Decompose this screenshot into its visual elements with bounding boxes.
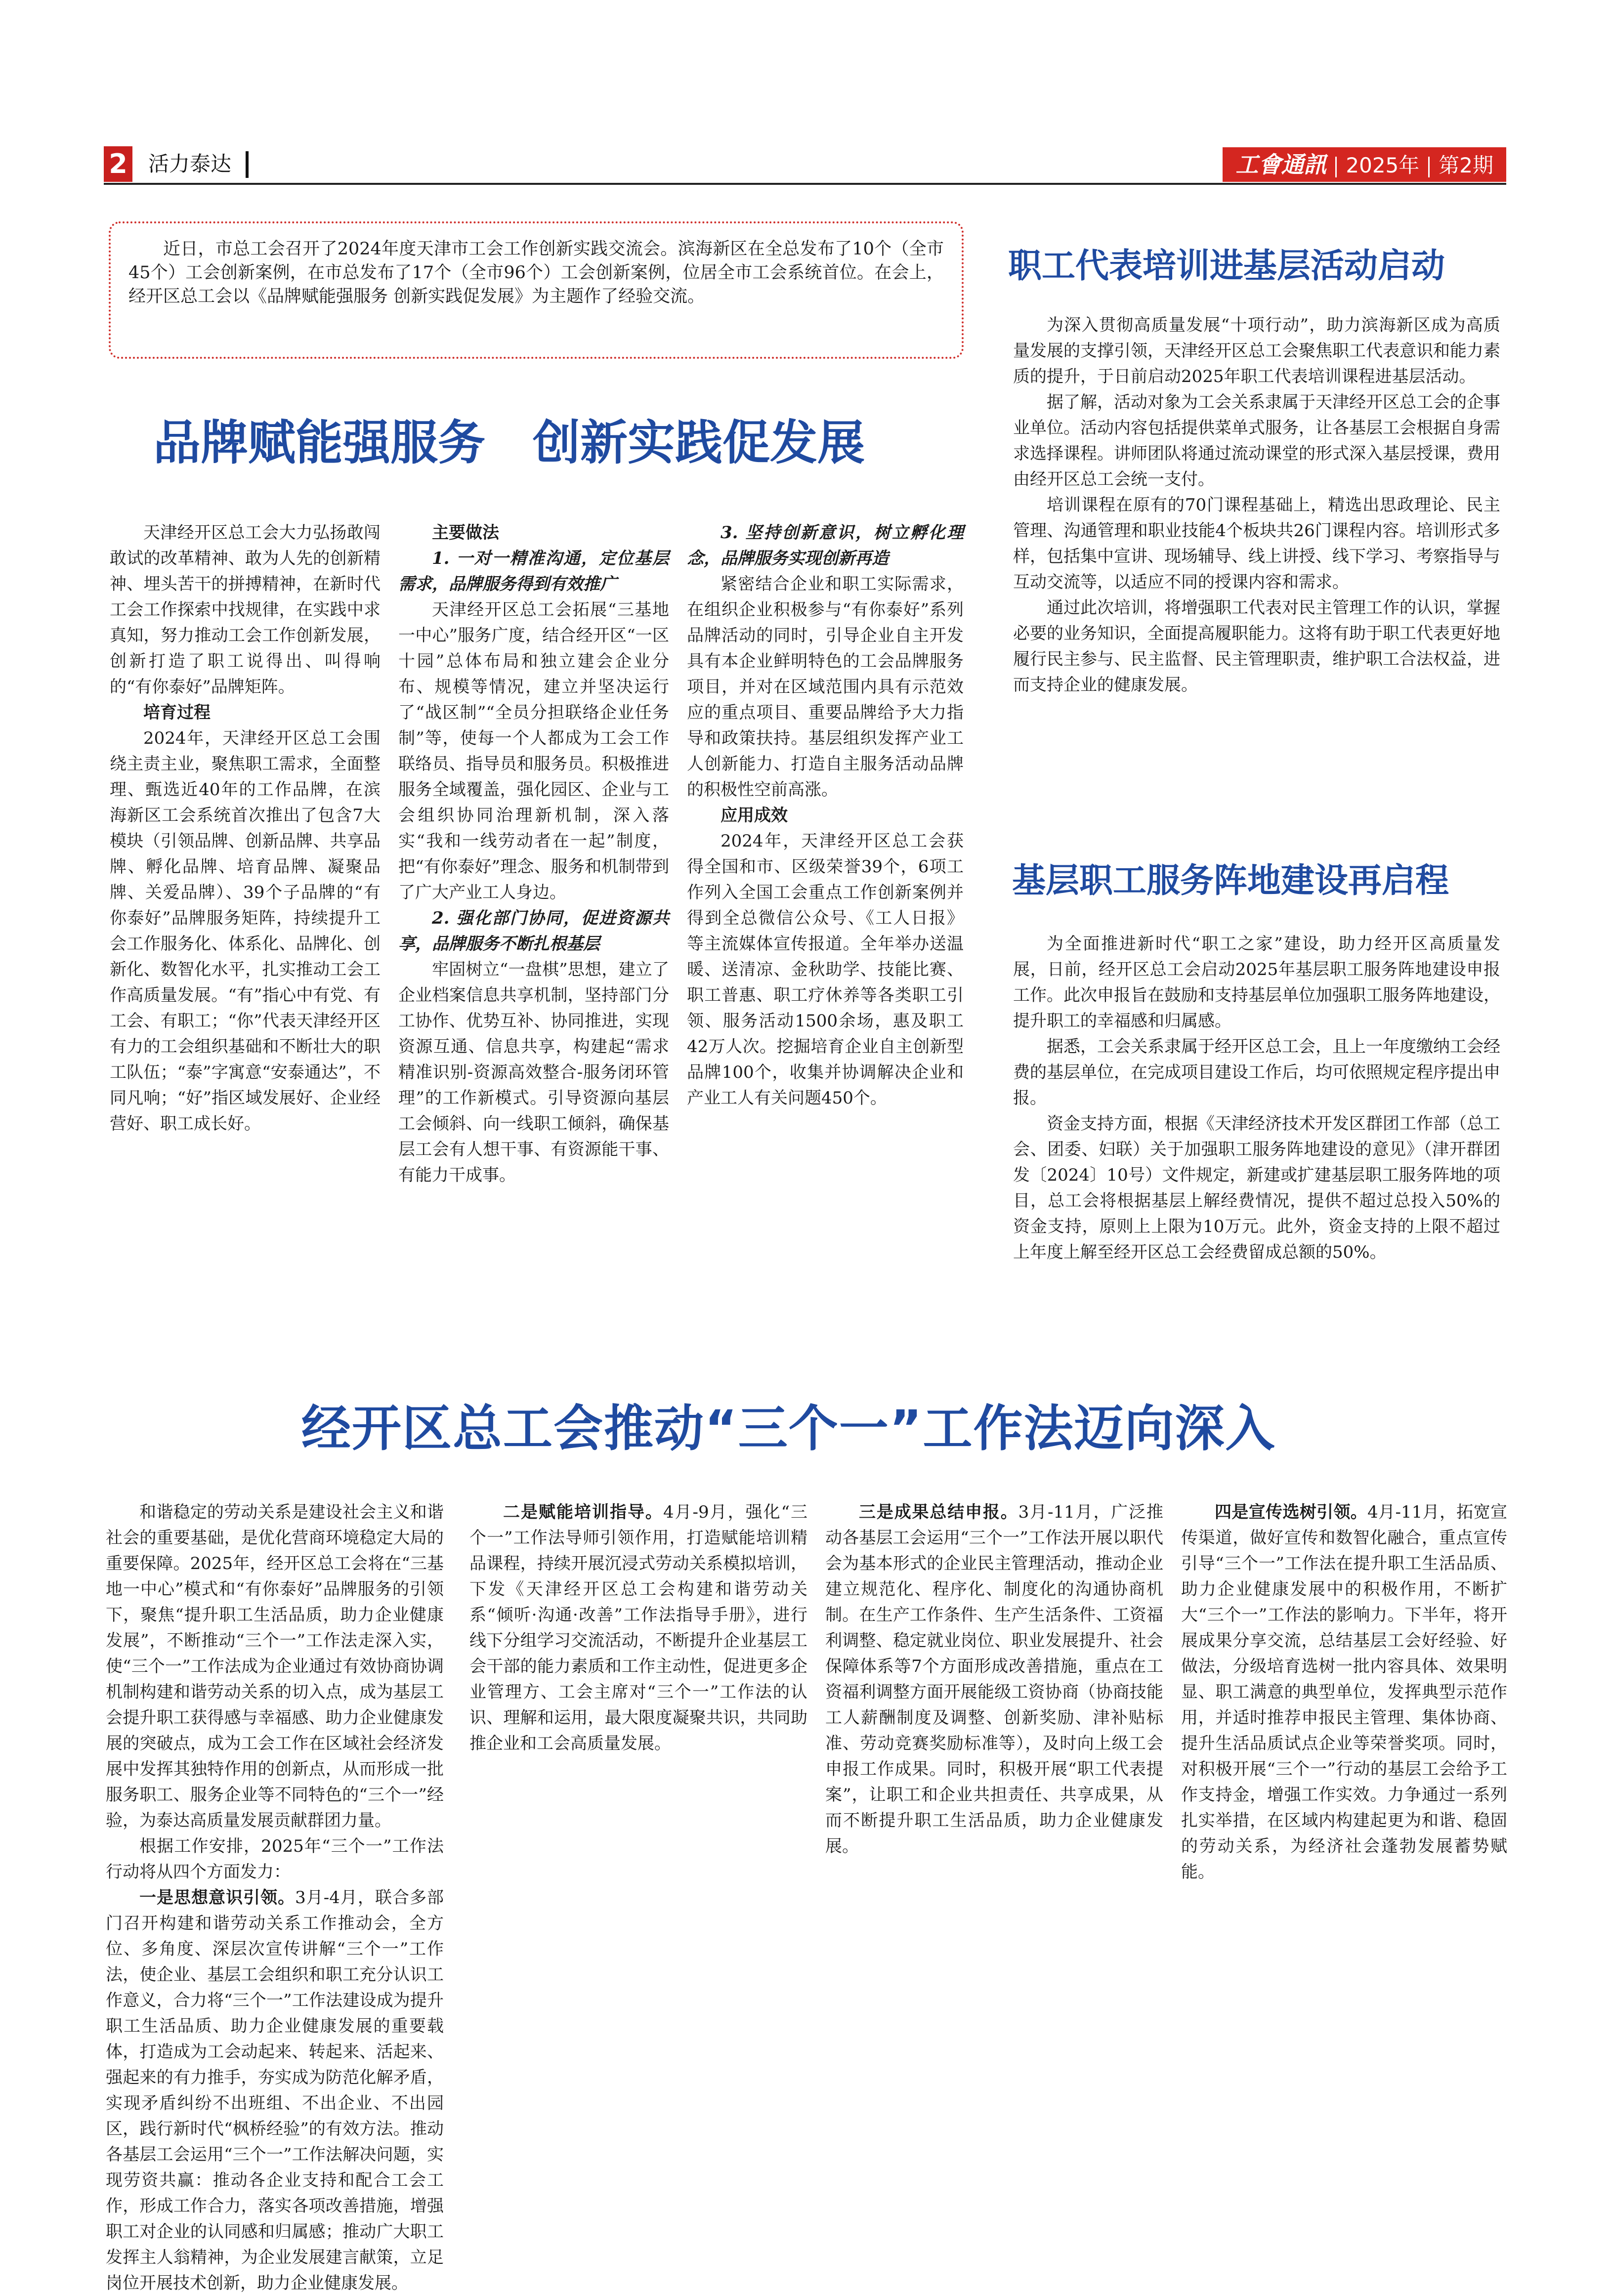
article1-paragraph: 2024年，天津经开区总工会围绕主责主业，聚焦职工需求，全面整理、甄选近40年的工作品牌，在滨海新区工会系统首次推出了包含7大模块（引领品牌、创新品牌、共享品牌、孵化品牌、培育品牌、凝聚品牌、关爱品牌）、39个子品牌的“有你泰好”品牌服务矩阵，持续提升工会工作服务化、体系化、品牌化、创新化、数智化水平，扎实推动工会工作高质量发展。“有”指心中有党、有工会、有职工；“你”代表天津经开区有力的工会组织基础和不断壮大的职工队伍；“泰”字寓意“安泰通达”，不同凡响；“好”指区域发展好、企业经营好、职工成长好。: [110, 728, 381, 1134]
article1-paragraph: 牢固树立“一盘棋”思想，建立了企业档案信息共享机制，坚持部门分工协作、优势互补、协同推进，实现资源互通、信息共享，构建起“需求精准识别-资源高效整合-服务闭环管理”的工作新模式。引导资源向基层工会倾斜、向一线职工倾斜，确保基层工会有人想干事、有资源能干事、有能力干成事。: [398, 960, 669, 1185]
article4-paragraph-lead-4: [1181, 1499, 1507, 1885]
article4-paragraph-lead-2: [469, 1499, 807, 1756]
article4-lead-4-text: 4月-11月，拓宽宣传渠道，做好宣传和数智化融合，重点宣传引导“三个一”工作法在提升职工生活品质、助力企业健康发展中的积极作用，不断扩大“三个一”工作法的影响力。下半年，将开展成果分享交流，总结基层工会好经验、好做法，分级培育选树一批内容具体、效果明显、职工满意的典型单位，发挥典型示范作用，并适时推荐申报民主管理、集体协商、提升生活品质试点企业等荣誉奖项。同时，对积极开展“三个一”行动的基层工会给予工作支持金，增强工作实效。力争通过一系列扎实举措，在区域内构建起更为和谐、稳固的劳动关系，为经济社会蓬勃发展蓄势赋能。: [1181, 1502, 1507, 1882]
article4-lead-2: 二是赋能培训指导。: [503, 1502, 663, 1522]
article4-lead-1-text: 3月-4月，联合多部门召开构建和谐劳动关系工作推动会，全方位、多角度、深层次宣传讲解“三个一”工作法，使企业、基层工会组织和职工充分认识工作意义，合力将“三个一”工作法建设成为提升职工生活品质、助力企业健康发展的重要载体，打造成为工会动起来、转起来、活起来、强起来的有力推手，夯实成为防范化解矛盾，实现矛盾纠纷不出班组、不出企业、不出园区，践行新时代“枫桥经验”的有效方法。推动各基层工会运用“三个一”工作法解决问题，实现劳资共赢：推动各企业支持和配合工会工作，形成工作合力，落实各项改善措施，增强职工对企业的认同感和归属感；推动广大职工发挥主人翁精神，为企业发展建言献策，立足岗位开展技术创新，助力企业健康发展。: [106, 1888, 444, 2293]
header-divider: [246, 151, 249, 178]
article2-paragraph: 为深入贯彻高质量发展“十项行动”，助力滨海新区成为高质量发展的支撑引领，天津经开区总工会聚焦职工代表意识和能力素质的提升，于日前启动2025年职工代表培训课程进基层活动。: [1013, 315, 1500, 386]
article1-point-1: 1. 一对一精准沟通，定位基层需求，品牌服务得到有效推广: [398, 549, 669, 594]
article2-body: [1013, 312, 1500, 698]
article1-column-3: [687, 520, 964, 1111]
article2-paragraph: 培训课程在原有的70门课程基础上，精选出思政理论、民主管理、沟通管理和职业技能4个板块共26门课程内容。培训形式多样，包括集中宣讲、现场辅导、线上讲授、线下学习、考察指导与互动交流等，以适应不同的授课内容和需求。: [1013, 495, 1500, 592]
article4-lead-4: 四是宣传选树引领。: [1215, 1502, 1368, 1522]
article1-column-1: [110, 520, 381, 1137]
article2-paragraph: 通过此次培训，将增强职工代表对民主管理工作的认识，掌握必要的业务知识，全面提高履职能力。这将有助于职工代表更好地履行民主参与、民主监督、民主管理职责，维护职工合法权益，进而支持企业的健康发展。: [1013, 598, 1500, 695]
article3-paragraph: 据悉，工会关系隶属于经开区总工会，且上一年度缴纳工会经费的基层单位，在完成项目建设工作后，均可依照规定程序提出申报。: [1013, 1037, 1500, 1108]
article4-paragraph: 和谐稳定的劳动关系是建设社会主义和谐社会的重要基础，是优化营商环境稳定大局的重要保障。2025年，经开区总工会将在“三基地一中心”模式和“有你泰好”品牌服务的引领下，聚焦“提升职工生活品质，助力企业健康发展”，不断推动“三个一”工作法走深入实，使“三个一”工作法成为企业通过有效协商协调机制构建和谐劳动关系的切入点，成为基层工会提升职工获得感与幸福感、助力企业健康发展的突破点，成为工会工作在区域社会经济发展中发挥其独特作用的创新点，从而形成一批服务职工、服务企业等不同特色的“三个一”经验，为泰达高质量发展贡献群团力量。: [106, 1502, 444, 1830]
page-number: 2: [104, 146, 132, 182]
issue-number: 第2期: [1439, 153, 1493, 177]
issue-year: 2025年: [1346, 153, 1420, 177]
article4-column-4: [1181, 1499, 1507, 1885]
article1-title: 品牌赋能强服务 创新实践促发展: [153, 415, 865, 470]
article1-paragraph: 天津经开区总工会大力弘扬敢闯敢试的改革精神、敢为人先的创新精神、埋头苦干的拼搏精神，在新时代工会工作探索中找规律，在实践中求真知，努力推动工会工作创新发展，创新打造了职工说得出、叫得响的“有你泰好”品牌矩阵。: [110, 523, 381, 697]
article3-paragraph: 资金支持方面，根据《天津经济技术开发区群团工作部（总工会、团委、妇联）关于加强职工服务阵地建设的意见》（津开群团发〔2024〕10号）文件规定，新建或扩建基层职工服务阵地的项目，总工会将根据基层上解经费情况，提供不超过总投入50%的资金支持，原则上上限为10万元。此外，资金支持的上限不超过上年度上解至经开区总工会经费留成总额的50%。: [1013, 1114, 1500, 1262]
article1-subheading-cultivate: 培育过程: [143, 703, 211, 723]
intro-text: 近日，市总工会召开了2024年度天津市工会工作创新实践交流会。滨海新区在全总发布了10个（全市45个）工会创新案例，在市总发布了17个（全市96个）工会创新案例，位居全市工会系统首位。在会上，经开区总工会以《品牌赋能强服务 创新实践促发展》为主题作了经验交流。: [128, 239, 944, 306]
masthead-logo: 工會通訊: [1235, 151, 1327, 178]
article1-paragraph: 2024年，天津经开区总工会获得全国和市、区级荣誉39个，6项工作列入全国工会重点工作创新案例并得到全总微信公众号、《工人日报》等主流媒体宣传报道。全年举办送温暖、送清凉、金秋助学、技能比赛、职工普惠、职工疗休养等各类职工引领、服务活动1500余场，惠及职工42万人次。挖掘培育企业自主创新型品牌100个，收集并协调解决企业和产业工人有关问题450个。: [687, 831, 964, 1108]
article4-lead-1: 一是思想意识引领。: [139, 1888, 296, 1908]
article4-column-3: [825, 1499, 1163, 1859]
article3-title: 基层职工服务阵地建设再启程: [1012, 861, 1449, 900]
article4-lead-3-text: 3月-11月，广泛推动各基层工会运用“三个一”工作法开展以职代会为基本形式的企业民主管理活动，推动企业建立规范化、程序化、制度化的沟通协商机制。在生产工作条件、生产生活条件、工资福利调整、稳定就业岗位、职业发展提升、社会保障体系等7个方面形成改善措施，重点在工资福利调整方面开展能级工资协商（协商技能工人薪酬制度及调整、创新奖励、津补贴标准、劳动竞赛奖励标准等），及时向上级工会申报工作成果。同时，积极开展“职工代表提案”，让职工和企业共担责任、共享成果，从而不断提升职工生活品质，助力企业健康发展。: [825, 1502, 1163, 1856]
article1-subheading-results: 应用成效: [721, 806, 788, 825]
article1-point-2: 2. 强化部门协同，促进资源共享，品牌服务不断扎根基层: [398, 908, 669, 954]
article4-paragraph-lead-1: [106, 1885, 444, 2296]
article1-subheading-methods: 主要做法: [432, 523, 499, 543]
article4-column-2: [469, 1499, 807, 1756]
article4-lead-3: 三是成果总结申报。: [859, 1502, 1018, 1522]
article2-title: 职工代表培训进基层活动启动: [1008, 247, 1445, 286]
article3-paragraph: 为全面推进新时代“职工之家”建设，助力经开区高质量发展，日前，经开区总工会启动2025年基层职工服务阵地建设申报工作。此次申报旨在鼓励和支持基层单位加强职工服务阵地建设，提升职工的幸福感和归属感。: [1013, 934, 1500, 1031]
article3-body: [1013, 931, 1500, 1265]
article1-column-2: [398, 520, 669, 1188]
article2-paragraph: 据了解，活动对象为工会关系隶属于天津经开区总工会的企事业单位。活动内容包括提供菜单式服务，让各基层工会根据自身需求选择课程。讲师团队将通过流动课堂的形式深入基层授课，费用由经开区总工会统一支付。: [1013, 392, 1500, 489]
article4-paragraph: 根据工作安排，2025年“三个一”工作法行动将从四个方面发力：: [106, 1836, 444, 1882]
masthead-banner: [1223, 147, 1506, 182]
intro-box: [109, 221, 964, 359]
article1-paragraph: 紧密结合企业和职工实际需求，在组织企业积极参与“有你泰好”系列品牌活动的同时，引导企业自主开发具有本企业鲜明特色的工会品牌服务项目，并对在区域范围内具有示范效应的重点项目、重要品牌给予大力指导和政策扶持。基层组织发挥产业工人创新能力、打造自主服务活动品牌的积极性空前高涨。: [687, 574, 964, 800]
article4-column-1: [106, 1499, 444, 2296]
article4-title: 经开区总工会推动“三个一”工作法迈向深入: [301, 1400, 1276, 1457]
article4-paragraph-lead-3: [825, 1499, 1163, 1859]
article4-lead-2-text: 4月-9月，强化“三个一”工作法导师引领作用，打造赋能培训精品课程，持续开展沉浸式劳动关系模拟培训，下发《天津经开区总工会构建和谐劳动关系“倾听·沟通·改善”工作法指导手册》，进行线下分组学习交流活动，不断提升企业基层工会干部的能力素质和工作主动性，促进更多企业管理方、工会主席对“三个一”工作法的认识、理解和运用，最大限度凝聚共识，共同助推企业和工会高质量发展。: [469, 1502, 808, 1753]
article1-point-3: 3. 坚持创新意识，树立孵化理念，品牌服务实现创新再造: [687, 523, 964, 568]
header-rule: [104, 183, 1506, 185]
section-title: 活力泰达: [148, 152, 232, 176]
article1-paragraph: 天津经开区总工会拓展“三基地一中心”服务广度，结合经开区“一区十园”总体布局和独立建会企业分布、规模等情况，建立并坚决运行了“战区制”“全员分担联络企业任务制”等，使每一个人都成为工会工作联络员、指导员和服务员。积极推进服务全域覆盖，强化园区、企业与工会组织协同治理新机制，深入落实“我和一线劳动者在一起”制度，把“有你泰好”理念、服务和机制带到了广大产业工人身边。: [398, 600, 669, 902]
